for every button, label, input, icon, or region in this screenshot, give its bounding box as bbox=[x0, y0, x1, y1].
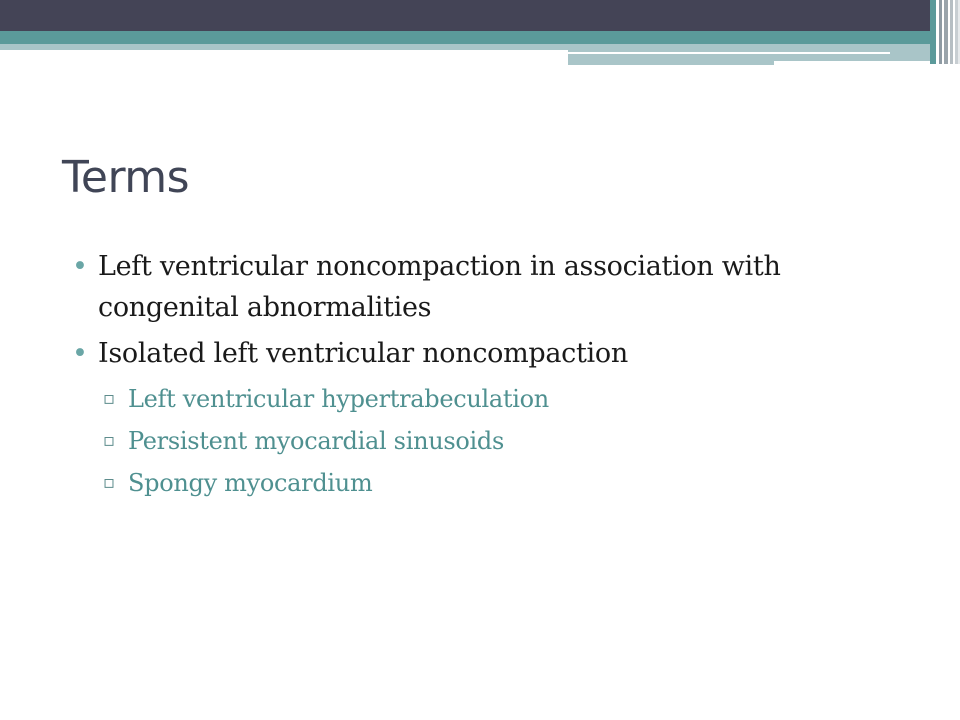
bullet-text: Isolated left ventricular noncompaction bbox=[98, 338, 628, 369]
sub-bullet-square: ▫ bbox=[103, 472, 115, 493]
slide-title: Terms bbox=[62, 152, 190, 203]
header-band-pale bbox=[568, 54, 774, 65]
bullet-dot: • bbox=[72, 338, 88, 369]
header-band-pale bbox=[0, 44, 568, 50]
bullet-dot: • bbox=[72, 251, 88, 282]
bullet-text: Left ventricular noncompaction in association with congenital abnormalities bbox=[98, 251, 781, 323]
sub-bullet-list bbox=[98, 378, 902, 504]
bullet-list bbox=[72, 246, 902, 509]
sub-bullet-item bbox=[72, 462, 902, 504]
bullet-item bbox=[72, 246, 902, 328]
header-band-pale bbox=[890, 44, 930, 61]
header-band-teal bbox=[0, 31, 930, 44]
header-band-pale bbox=[568, 44, 890, 52]
sub-bullet-square: ▫ bbox=[103, 430, 115, 451]
header-band-dark bbox=[0, 0, 960, 31]
sub-bullet-square: ▫ bbox=[103, 388, 115, 409]
sub-bullet-text: Left ventricular hypertrabeculation bbox=[128, 385, 549, 413]
sub-bullet-text: Spongy myocardium bbox=[128, 469, 373, 497]
sub-bullet-item bbox=[72, 420, 902, 462]
sub-bullet-text: Persistent myocardial sinusoids bbox=[128, 427, 505, 455]
sub-bullet-item bbox=[72, 378, 902, 420]
header-band-pale bbox=[774, 54, 890, 61]
bullet-item bbox=[72, 333, 902, 504]
